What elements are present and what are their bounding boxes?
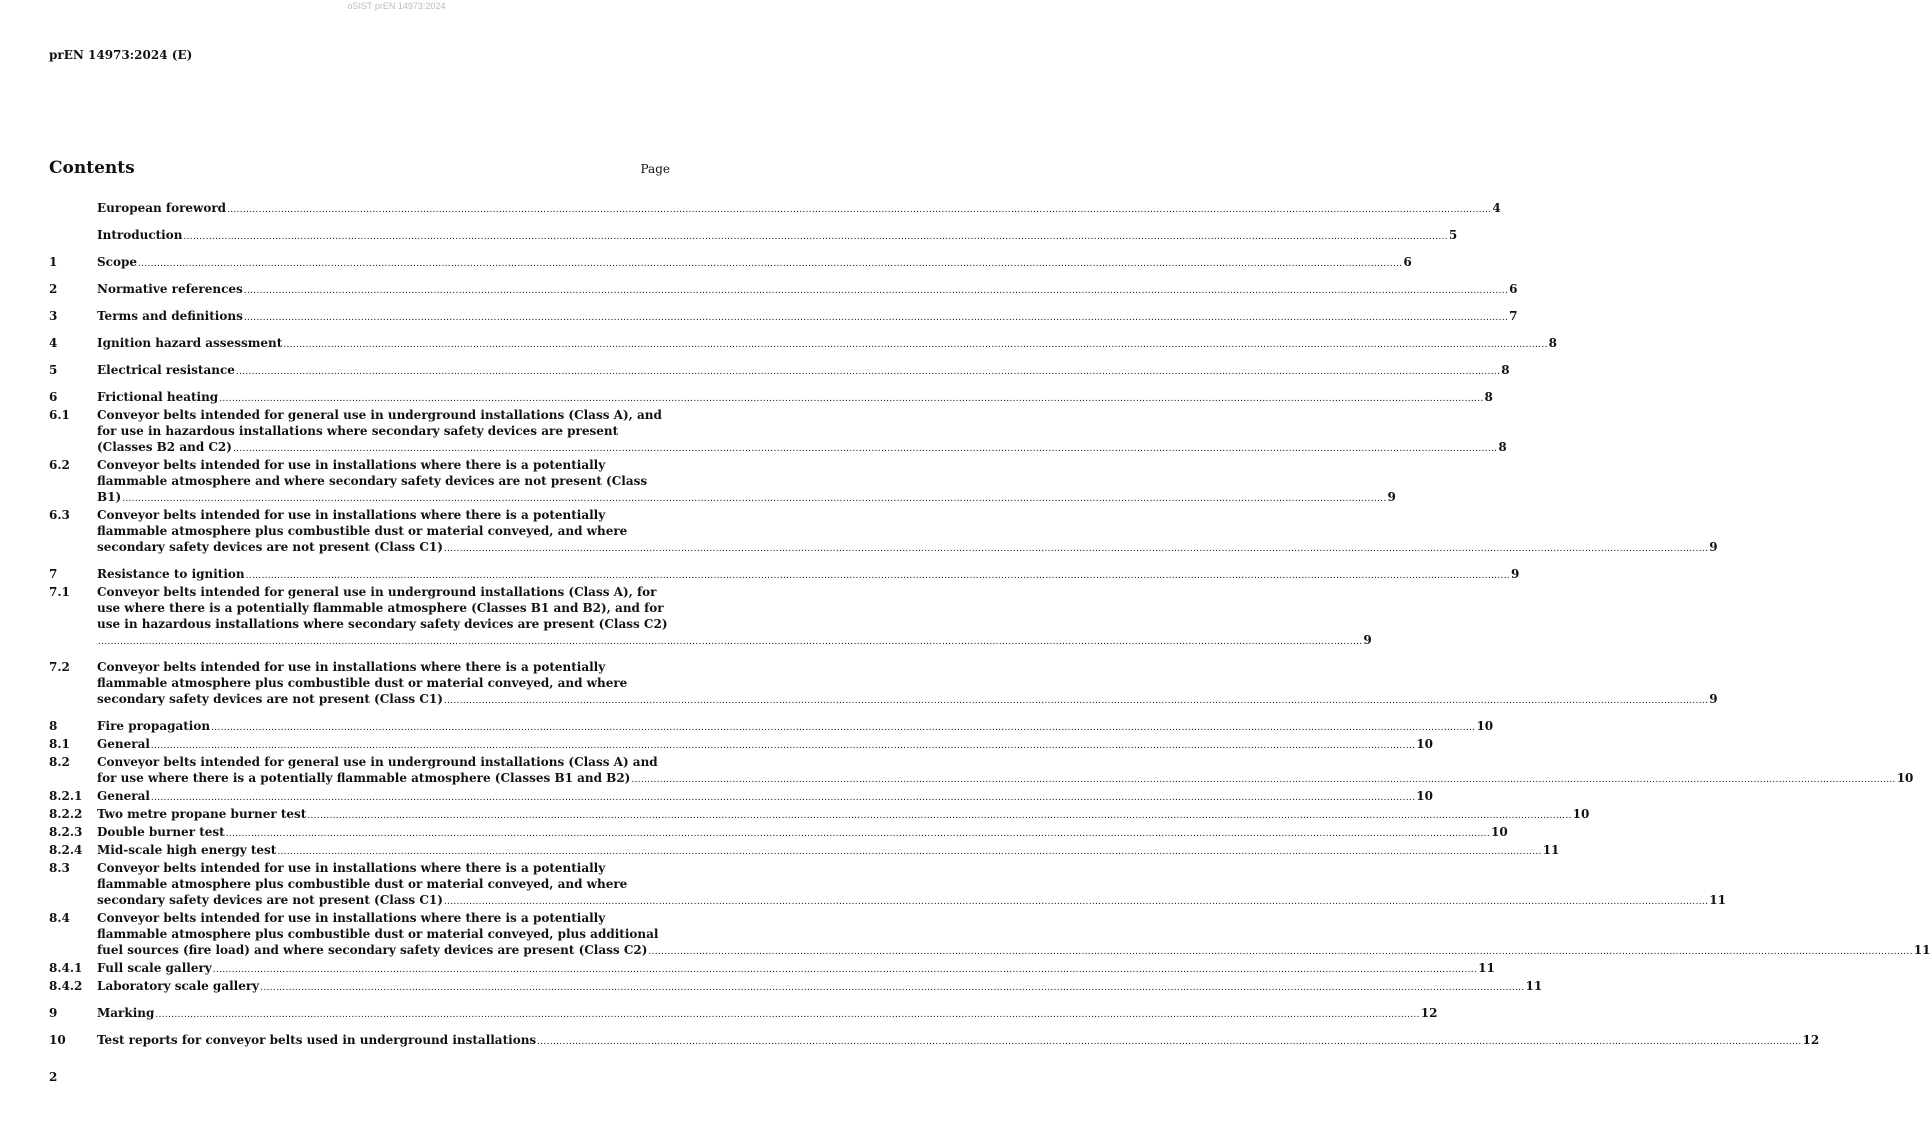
toc-entry-leader-line xyxy=(97,281,1518,299)
toc-entry-number: 8.1 xyxy=(49,737,70,751)
toc-entry-title xyxy=(97,806,1589,824)
toc-page-number: 12 xyxy=(1802,1033,1820,1047)
toc-page-number: 7 xyxy=(1509,309,1518,323)
toc-page-number: 10 xyxy=(1416,737,1433,751)
toc-entry-title-line: Double burner test xyxy=(97,825,225,839)
toc-dot-leader: ................................................................................................................................................................................................................................................................................................................................................................................................................ xyxy=(283,340,1548,350)
toc-entry-leader-line xyxy=(97,806,1589,824)
toc-page-number: 8 xyxy=(1548,336,1558,350)
toc-entry-title xyxy=(97,1032,1819,1050)
toc-entry-title-line: Conveyor belts intended for use in installations where there is a potentially xyxy=(97,911,606,925)
toc-entry-number: 8.2.3 xyxy=(49,825,83,839)
toc-entry-title xyxy=(97,754,1913,788)
toc-entry-title-line: B1) xyxy=(97,490,122,504)
toc-entry[interactable] xyxy=(49,860,1726,910)
toc-entry-title-line: flammable atmosphere plus combustible dust or material conveyed, and where xyxy=(97,877,628,891)
toc-dot-leader: ................................................................................................................................................................................................................................................................................................................................................................................................................ xyxy=(260,983,1525,993)
toc-entry-number: 4 xyxy=(49,336,58,350)
toc-entry-title-line: secondary safety devices are not present (Class C1) xyxy=(97,893,443,907)
toc-page-number: 10 xyxy=(1476,719,1494,733)
toc-dot-leader: ................................................................................................................................................................................................................................................................................................................................................................................................................ xyxy=(227,205,1492,215)
toc-entry-title-line: Conveyor belts intended for use in installations where there is a potentially xyxy=(97,861,606,875)
toc-page-number: 10 xyxy=(1896,771,1914,785)
toc-page-number: 10 xyxy=(1416,789,1433,803)
toc-entry-leader-line xyxy=(97,389,1493,407)
toc-entry-leader-line xyxy=(97,960,1495,978)
toc-entry-number xyxy=(49,200,97,218)
toc-entry-leader-line xyxy=(97,942,1930,960)
toc-entry-title xyxy=(97,308,1518,326)
toc-entry-title xyxy=(97,910,1930,960)
toc-entry-title-line: fuel sources (fire load) and where secondary safety devices are present (Class C2) xyxy=(97,943,648,957)
toc-entry-title xyxy=(97,335,1557,353)
toc-entry-leader-line xyxy=(97,200,1501,218)
toc-dot-leader: ................................................................................................................................................................................................................................................................................................................................................................................................................ xyxy=(212,965,1478,975)
toc-entry-number: 2 xyxy=(49,282,58,296)
toc-entry-number: 8.2.2 xyxy=(49,807,83,821)
toc-entry-title-line: Resistance to ignition xyxy=(97,567,245,581)
toc-entry-title-line: flammable atmosphere plus combustible dust or material conveyed, and where xyxy=(97,524,628,538)
toc-entry-title xyxy=(97,457,1396,507)
toc-page-number: 11 xyxy=(1913,943,1930,957)
toc-dot-leader: ................................................................................................................................................................................................................................................................................................................................................................................................................ xyxy=(122,494,1387,504)
toc-entry[interactable] xyxy=(49,718,1494,736)
toc-entry-leader-line xyxy=(97,254,1412,272)
toc-entry-title-line: Laboratory scale gallery xyxy=(97,979,260,993)
toc-dot-leader: ................................................................................................................................................................................................................................................................................................................................................................................................................ xyxy=(243,313,1509,323)
toc-dot-leader: ................................................................................................................................................................................................................................................................................................................................................................................................................ xyxy=(211,723,1476,733)
toc-dot-leader: ................................................................................................................................................................................................................................................................................................................................................................................................................ xyxy=(307,811,1572,821)
toc-entry-title-line: Two metre propane burner test xyxy=(97,807,307,821)
toc-entry-leader-line xyxy=(97,308,1518,326)
toc-entry-title-line: European foreword xyxy=(97,201,227,215)
toc-entry-title-line: secondary safety devices are not present (Class C1) xyxy=(97,692,443,706)
footer-page-number: 2 xyxy=(49,1070,58,1084)
toc-entry-number: 8.4 xyxy=(49,911,70,925)
toc-entry-title-line: Electrical resistance xyxy=(97,363,235,377)
toc-entry-number: 8.2.4 xyxy=(49,843,83,857)
toc-entry-leader-line xyxy=(97,566,1519,584)
toc-page-number: 10 xyxy=(1572,807,1590,821)
toc-entry-title xyxy=(97,659,1718,709)
toc-entry-number: 10 xyxy=(49,1033,66,1047)
toc-entry-title-line: Frictional heating xyxy=(97,390,219,404)
toc-entry-number: 6 xyxy=(49,390,58,404)
toc-page-number: 11 xyxy=(1478,961,1495,975)
toc-entry-number: 8.4.2 xyxy=(49,979,83,993)
toc-entry[interactable] xyxy=(49,308,1518,326)
toc-entry-number: 6.1 xyxy=(49,408,70,422)
toc-page-number: 8 xyxy=(1484,390,1493,404)
toc-dot-leader: ................................................................................................................................................................................................................................................................................................................................................................................................................ xyxy=(150,793,1416,803)
toc-page-number: 8 xyxy=(1498,440,1507,454)
toc-page-number: 9 xyxy=(1387,490,1396,504)
toc-entry[interactable] xyxy=(49,389,1493,407)
toc-entry-title xyxy=(97,736,1433,754)
toc-entry-title-line: flammable atmosphere and where secondary safety devices are not present (Class xyxy=(97,474,648,488)
toc-dot-leader: ................................................................................................................................................................................................................................................................................................................................................................................................................ xyxy=(98,637,1363,647)
toc-entry-number: 9 xyxy=(49,1006,58,1020)
toc-entry[interactable] xyxy=(49,978,1543,996)
toc-entry-title-line: Terms and definitions xyxy=(97,309,243,323)
toc-entry-title-line: Normative references xyxy=(97,282,243,296)
toc-entry-title xyxy=(97,281,1518,299)
toc-entry[interactable] xyxy=(49,960,1495,978)
contents-heading: Contents xyxy=(49,158,135,178)
toc-entry-title-line: General xyxy=(97,789,150,803)
toc-entry-number: 5 xyxy=(49,363,58,377)
toc-entry-leader-line xyxy=(97,489,1396,507)
toc-page-number: 12 xyxy=(1420,1006,1438,1020)
toc-entry-title xyxy=(97,1005,1437,1023)
toc-entry-number: 8.3 xyxy=(49,861,70,875)
toc-entry-leader-line xyxy=(97,788,1433,806)
toc-entry[interactable] xyxy=(49,842,1560,860)
toc-entry-title-line: Conveyor belts intended for use in installations where there is a potentially xyxy=(97,458,606,472)
toc-entry-number: 3 xyxy=(49,309,58,323)
toc-dot-leader: ................................................................................................................................................................................................................................................................................................................................................................................................................ xyxy=(243,286,1509,296)
toc-entry-title xyxy=(97,227,1457,245)
toc-entry-title-line: Conveyor belts intended for general use in underground installations (Class A) and xyxy=(97,755,658,769)
toc-entry[interactable] xyxy=(49,788,1433,806)
toc-dot-leader: ................................................................................................................................................................................................................................................................................................................................................................................................................ xyxy=(232,444,1498,454)
toc-entry-title-line: flammable atmosphere plus combustible dust or material conveyed, and where xyxy=(97,676,628,690)
toc-entry-leader-line xyxy=(97,736,1433,754)
toc-dot-leader: ................................................................................................................................................................................................................................................................................................................................................................................................................ xyxy=(219,394,1484,404)
toc-entry[interactable] xyxy=(49,910,1930,960)
toc-entry[interactable] xyxy=(49,227,1458,245)
toc-entry-number: 6.2 xyxy=(49,458,70,472)
toc-entry-leader-line xyxy=(97,632,1372,650)
toc-dot-leader: ................................................................................................................................................................................................................................................................................................................................................................................................................ xyxy=(631,775,1896,785)
toc-entry-title xyxy=(97,978,1542,996)
page-column-label: Page xyxy=(640,162,670,176)
toc-entry-leader-line xyxy=(97,892,1726,910)
toc-entry-title-line: Mid-scale high energy test xyxy=(97,843,277,857)
toc-entry[interactable] xyxy=(49,281,1518,299)
toc-entry-title-line: Marking xyxy=(97,1006,155,1020)
toc-entry[interactable] xyxy=(49,1005,1438,1023)
toc-entry-title xyxy=(97,584,1372,650)
toc-entry-title-line: Ignition hazard assessment xyxy=(97,336,283,350)
toc-page-number: 4 xyxy=(1492,201,1501,215)
toc-entry-number: 7 xyxy=(49,567,58,581)
toc-page-number: 6 xyxy=(1403,255,1412,269)
toc-entry-title xyxy=(97,842,1559,860)
toc-entry-leader-line xyxy=(97,335,1557,353)
toc-page-number: 11 xyxy=(1525,979,1543,993)
toc-entry[interactable] xyxy=(49,362,1510,380)
toc-entry[interactable] xyxy=(49,824,1508,842)
toc-entry-number: 8 xyxy=(49,719,58,733)
toc-entry-title-line: for use in hazardous installations where secondary safety devices are present xyxy=(97,424,619,438)
toc-entry[interactable] xyxy=(49,806,1590,824)
toc-page-number: 11 xyxy=(1709,893,1726,907)
toc-entry-title xyxy=(97,718,1493,736)
toc-dot-leader: ................................................................................................................................................................................................................................................................................................................................................................................................................ xyxy=(443,897,1709,907)
toc-entry-title-line: for use where there is a potentially flammable atmosphere (Classes B1 and B2) xyxy=(97,771,631,785)
toc-entry-title xyxy=(97,824,1508,842)
toc-entry-leader-line xyxy=(97,824,1508,842)
toc-entry-leader-line xyxy=(97,1005,1437,1023)
toc-page-number: 5 xyxy=(1448,228,1458,242)
toc-entry-title-line: flammable atmosphere plus combustible dust or material conveyed, plus additional xyxy=(97,927,659,941)
toc-entry-title xyxy=(97,788,1433,806)
toc-entry-leader-line xyxy=(97,691,1718,709)
toc-entry-title-line: General xyxy=(97,737,150,751)
toc-entry-leader-line xyxy=(97,1032,1819,1050)
toc-entry[interactable] xyxy=(49,507,1718,557)
toc-entry-title-line: Conveyor belts intended for general use in underground installations (Class A), and xyxy=(97,408,662,422)
toc-dot-leader: ................................................................................................................................................................................................................................................................................................................................................................................................................ xyxy=(150,741,1416,751)
toc-entry-leader-line xyxy=(97,718,1493,736)
toc-dot-leader: ................................................................................................................................................................................................................................................................................................................................................................................................................ xyxy=(138,259,1403,269)
toc-dot-leader: ................................................................................................................................................................................................................................................................................................................................................................................................................ xyxy=(235,367,1501,377)
toc-entry-title xyxy=(97,362,1510,380)
toc-entry-title xyxy=(97,507,1718,557)
toc-dot-leader: ................................................................................................................................................................................................................................................................................................................................................................................................................ xyxy=(277,847,1542,857)
toc-entry-number: 8.2 xyxy=(49,755,70,769)
toc-entry-number: 8.4.1 xyxy=(49,961,83,975)
toc-entry[interactable] xyxy=(49,754,1914,788)
toc-entry-number: 7.1 xyxy=(49,585,70,599)
toc-entry[interactable] xyxy=(49,659,1718,709)
toc-entry-title xyxy=(97,566,1519,584)
toc-entry[interactable] xyxy=(49,1032,1820,1050)
toc-entry-title xyxy=(97,254,1412,272)
toc-entry-number: 6.3 xyxy=(49,508,70,522)
toc-page-number: 9 xyxy=(1709,692,1718,706)
toc-dot-leader: ................................................................................................................................................................................................................................................................................................................................................................................................................ xyxy=(183,232,1448,242)
toc-page-number: 9 xyxy=(1510,567,1520,581)
toc-entry-title xyxy=(97,860,1726,910)
toc-entry[interactable] xyxy=(49,457,1396,507)
toc-entry-leader-line xyxy=(97,842,1559,860)
toc-page-number: 6 xyxy=(1509,282,1518,296)
toc-entry-leader-line xyxy=(97,978,1542,996)
toc-entry-leader-line xyxy=(97,227,1457,245)
toc-entry-title-line: secondary safety devices are not present (Class C1) xyxy=(97,540,443,554)
toc-entry-number: 7.2 xyxy=(49,660,70,674)
toc-entry-title xyxy=(97,960,1495,978)
toc-entry[interactable] xyxy=(49,736,1433,754)
toc-entry-title xyxy=(97,389,1493,407)
toc-entry-leader-line xyxy=(97,439,1507,457)
toc-dot-leader: ................................................................................................................................................................................................................................................................................................................................................................................................................ xyxy=(648,947,1913,957)
toc-entry-title-line: Conveyor belts intended for use in installations where there is a potentially xyxy=(97,660,606,674)
toc-page-number: 11 xyxy=(1542,843,1560,857)
toc-page-number: 10 xyxy=(1491,825,1508,839)
toc-entry-leader-line xyxy=(97,539,1718,557)
toc-entry-leader-line xyxy=(97,770,1913,788)
table-of-contents xyxy=(49,200,1930,1050)
watermark: oSIST prEN 14973:2024 xyxy=(347,1,446,11)
toc-entry-title-line: Scope xyxy=(97,255,138,269)
toc-entry[interactable] xyxy=(49,566,1520,584)
toc-entry-number: 1 xyxy=(49,255,58,269)
toc-dot-leader: ................................................................................................................................................................................................................................................................................................................................................................................................................ xyxy=(155,1010,1420,1020)
toc-entry-number: 8.2.1 xyxy=(49,789,83,803)
document-id: prEN 14973:2024 (E) xyxy=(49,48,193,62)
toc-entry-title-line: Conveyor belts intended for general use in underground installations (Class A), for xyxy=(97,585,657,599)
toc-dot-leader: ................................................................................................................................................................................................................................................................................................................................................................................................................ xyxy=(443,696,1709,706)
toc-entry-title-line: Full scale gallery xyxy=(97,961,212,975)
toc-entry-title-line: Conveyor belts intended for use in installations where there is a potentially xyxy=(97,508,606,522)
toc-entry-number xyxy=(49,227,97,245)
toc-entry[interactable] xyxy=(49,407,1507,457)
toc-dot-leader: ................................................................................................................................................................................................................................................................................................................................................................................................................ xyxy=(537,1037,1802,1047)
toc-entry-title-line: Test reports for conveyor belts used in underground installations xyxy=(97,1033,537,1047)
toc-page-number: 9 xyxy=(1709,540,1718,554)
toc-entry-title xyxy=(97,200,1501,218)
toc-entry[interactable] xyxy=(49,335,1558,353)
toc-entry-title xyxy=(97,407,1507,457)
toc-dot-leader: ................................................................................................................................................................................................................................................................................................................................................................................................................ xyxy=(443,544,1709,554)
toc-entry[interactable] xyxy=(49,254,1412,272)
toc-entry[interactable] xyxy=(49,200,1501,218)
toc-dot-leader: ................................................................................................................................................................................................................................................................................................................................................................................................................ xyxy=(225,829,1491,839)
toc-entry-leader-line xyxy=(97,362,1510,380)
toc-page-number: 9 xyxy=(1363,633,1372,647)
toc-entry-title-line: Introduction xyxy=(97,228,183,242)
toc-entry-title-line: use in hazardous installations where secondary safety devices are present (Class C2) xyxy=(97,617,668,631)
toc-entry[interactable] xyxy=(49,584,1372,650)
toc-page-number: 8 xyxy=(1501,363,1510,377)
toc-entry-title-line: Fire propagation xyxy=(97,719,211,733)
toc-dot-leader: ................................................................................................................................................................................................................................................................................................................................................................................................................ xyxy=(245,571,1510,581)
toc-entry-title-line: use where there is a potentially flammable atmosphere (Classes B1 and B2), and for xyxy=(97,601,664,615)
toc-entry-title-line: (Classes B2 and C2) xyxy=(97,440,232,454)
